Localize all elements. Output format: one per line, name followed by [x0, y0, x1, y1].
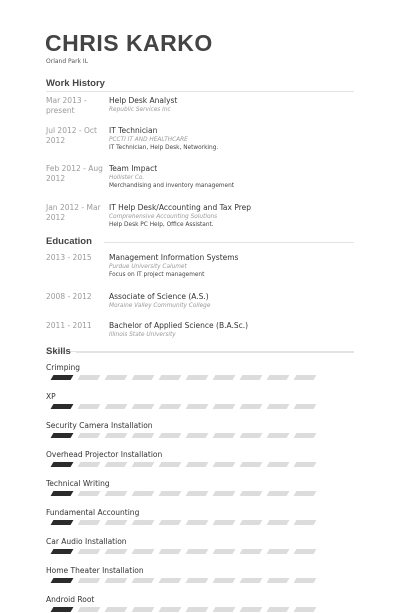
skill-level-bar	[46, 404, 336, 410]
entry-organization: Illinois State University	[109, 332, 176, 338]
skill-level-segment-empty	[186, 375, 209, 380]
skill-level-segment-empty	[105, 433, 128, 438]
entry-date: Mar 2013 - present	[46, 96, 87, 115]
skill-level-segment-empty	[132, 375, 155, 380]
skill-name: Overhead Projector Installation	[46, 450, 163, 459]
entry-details	[109, 292, 354, 310]
section-title-skills: Skills	[46, 346, 71, 357]
skill-level-segment-empty	[78, 433, 101, 438]
entry-title: IT Help Desk/Accounting and Tax Prep	[109, 203, 252, 212]
skill-level-segment-empty	[159, 491, 182, 496]
entry-description: Focus on IT project management	[109, 272, 205, 278]
section-divider	[104, 242, 354, 243]
skill-level-segment-empty	[186, 607, 209, 612]
skill-level-segment-empty	[78, 462, 101, 467]
skill-name: Car Audio Installation	[46, 537, 127, 546]
entry-date: 2011 - 2011	[46, 321, 92, 330]
skill-level-segment-empty	[132, 607, 155, 612]
skill-level-segment-empty	[213, 549, 236, 554]
skill-level-bar	[46, 549, 336, 555]
skill-level-segment-empty	[105, 549, 128, 554]
skill-level-segment-empty	[267, 607, 290, 612]
skill-level-segment-empty	[159, 404, 182, 409]
entry-title: Management Information Systems	[109, 253, 239, 262]
skill-name: Home Theater Installation	[46, 566, 144, 575]
skill-level-segment-empty	[159, 375, 182, 380]
entry-organization: Hollister Co.	[109, 175, 145, 181]
skill-level-segment-empty	[240, 578, 263, 583]
skill-level-segment-filled	[51, 491, 74, 496]
entry-date: 2013 - 2015	[46, 253, 92, 262]
section-title-education: Education	[46, 236, 92, 247]
skill-name: Crimping	[46, 363, 81, 372]
skill-level-segment-empty	[213, 607, 236, 612]
entry-organization: PCCTI IT AND HEALTHCARE	[109, 137, 188, 143]
skill-level-segment-empty	[294, 607, 317, 612]
skill-level-segment-empty	[105, 404, 128, 409]
skill-level-segment-filled	[51, 607, 74, 612]
entry-date: Feb 2012 - Aug 2012	[46, 164, 103, 183]
entry-title: IT Technician	[109, 126, 158, 135]
entry-description: Merchandising and inventory management	[109, 183, 235, 189]
skill-level-segment-empty	[132, 549, 155, 554]
candidate-name: CHRIS KARKO	[45, 30, 213, 56]
entry-details	[109, 126, 354, 153]
skill-level-segment-empty	[186, 520, 209, 525]
entry-details	[109, 203, 354, 230]
skill-level-segment-empty	[105, 375, 128, 380]
skill-level-bar	[46, 607, 336, 613]
entry-title: Help Desk Analyst	[109, 96, 178, 105]
skill-level-segment-empty	[105, 607, 128, 612]
skill-level-segment-empty	[186, 549, 209, 554]
skill-level-segment-empty	[267, 462, 290, 467]
entry-organization: Republic Services Inc	[109, 107, 171, 113]
entry-details	[109, 164, 354, 191]
entry-details	[109, 253, 354, 280]
skill-level-segment-empty	[294, 578, 317, 583]
skill-level-segment-empty	[132, 462, 155, 467]
skill-level-segment-empty	[267, 520, 290, 525]
skill-item	[46, 363, 336, 381]
skill-level-segment-empty	[267, 375, 290, 380]
skill-level-segment-empty	[213, 404, 236, 409]
skill-level-segment-empty	[159, 578, 182, 583]
skill-level-segment-empty	[132, 578, 155, 583]
skill-level-segment-empty	[78, 404, 101, 409]
skill-level-segment-empty	[159, 520, 182, 525]
skill-level-segment-empty	[240, 607, 263, 612]
skill-level-segment-empty	[294, 433, 317, 438]
section-title-work-history: Work History	[46, 78, 105, 89]
skill-item	[46, 508, 336, 526]
skill-level-segment-empty	[186, 578, 209, 583]
skill-level-segment-empty	[186, 491, 209, 496]
skill-level-segment-empty	[267, 404, 290, 409]
entry-date: Jan 2012 - Mar 2012	[46, 203, 101, 222]
skill-level-segment-empty	[159, 549, 182, 554]
entry-title: Team Impact	[109, 164, 158, 173]
skill-level-segment-empty	[186, 433, 209, 438]
skill-level-segment-empty	[105, 491, 128, 496]
entry-title: Associate of Science (A.S.)	[109, 292, 209, 301]
skill-level-segment-empty	[294, 520, 317, 525]
skill-level-segment-empty	[159, 462, 182, 467]
skill-level-segment-empty	[186, 462, 209, 467]
skill-level-segment-empty	[132, 491, 155, 496]
skill-level-segment-empty	[78, 578, 101, 583]
skill-level-segment-empty	[267, 491, 290, 496]
entry-organization: Purdue University Calumet	[109, 264, 187, 270]
skill-level-segment-empty	[240, 462, 263, 467]
skill-level-segment-empty	[78, 520, 101, 525]
skill-name: Security Camera Installation	[46, 421, 153, 430]
skill-level-segment-empty	[294, 375, 317, 380]
skill-name: Android Root	[46, 595, 95, 604]
skill-level-segment-empty	[240, 404, 263, 409]
section-divider	[76, 352, 354, 353]
skill-level-segment-filled	[51, 462, 74, 467]
skill-level-segment-empty	[159, 433, 182, 438]
skill-name: Fundamental Accounting	[46, 508, 140, 517]
skill-name: XP	[46, 392, 56, 401]
skill-level-segment-empty	[240, 549, 263, 554]
skill-level-segment-empty	[213, 520, 236, 525]
skill-level-segment-empty	[240, 491, 263, 496]
entry-date: Jul 2012 - Oct 2012	[46, 126, 97, 145]
skill-level-segment-empty	[267, 578, 290, 583]
skill-level-segment-empty	[240, 433, 263, 438]
skill-level-segment-empty	[132, 433, 155, 438]
skill-level-segment-empty	[294, 462, 317, 467]
skill-level-segment-empty	[213, 433, 236, 438]
skill-level-segment-filled	[51, 520, 74, 525]
skill-item	[46, 450, 336, 468]
skill-level-segment-empty	[240, 375, 263, 380]
entry-description: Help Desk PC Help, Office Assistant.	[109, 222, 214, 228]
entry-description: IT Technician, Help Desk, Networking.	[109, 145, 219, 151]
skill-name: Technical Writing	[46, 479, 110, 488]
skill-level-segment-empty	[213, 491, 236, 496]
skill-level-segment-filled	[51, 404, 74, 409]
skill-item	[46, 421, 336, 439]
skill-item	[46, 566, 336, 584]
skill-level-segment-empty	[186, 404, 209, 409]
entry-date: 2008 - 2012	[46, 292, 92, 301]
entry-organization: Comprehensive Accounting Solutions	[109, 214, 218, 220]
entry-details	[109, 321, 354, 339]
skill-level-segment-empty	[132, 520, 155, 525]
skill-level-segment-filled	[51, 375, 74, 380]
skill-level-segment-empty	[159, 607, 182, 612]
skill-level-bar	[46, 578, 336, 584]
skill-level-segment-empty	[294, 549, 317, 554]
section-divider	[46, 91, 354, 92]
skill-level-segment-empty	[267, 433, 290, 438]
skill-level-segment-empty	[213, 375, 236, 380]
skill-level-segment-empty	[78, 375, 101, 380]
skill-level-segment-empty	[78, 491, 101, 496]
skill-level-segment-empty	[267, 549, 290, 554]
skill-level-segment-filled	[51, 578, 74, 583]
skill-level-segment-empty	[105, 578, 128, 583]
entry-details	[109, 96, 354, 114]
skill-level-segment-empty	[213, 578, 236, 583]
entry-organization: Moraine Valley Community College	[109, 303, 211, 309]
skill-level-segment-empty	[294, 404, 317, 409]
skill-level-segment-empty	[105, 462, 128, 467]
skill-level-bar	[46, 433, 336, 439]
skill-level-segment-empty	[78, 549, 101, 554]
entry-title: Bachelor of Applied Science (B.A.Sc.)	[109, 321, 249, 330]
skill-level-bar	[46, 491, 336, 497]
skill-level-segment-empty	[132, 404, 155, 409]
skill-level-segment-empty	[105, 520, 128, 525]
candidate-location: Orland Park IL	[46, 58, 89, 65]
skill-level-segment-empty	[240, 520, 263, 525]
skill-level-segment-empty	[78, 607, 101, 612]
skill-level-bar	[46, 462, 336, 468]
skill-item	[46, 595, 336, 613]
skill-level-bar	[46, 375, 336, 381]
skill-item	[46, 537, 336, 555]
skill-level-bar	[46, 520, 336, 526]
skill-level-segment-filled	[51, 433, 74, 438]
skill-level-segment-empty	[294, 491, 317, 496]
skill-level-segment-filled	[51, 549, 74, 554]
skill-level-segment-empty	[213, 462, 236, 467]
skill-item	[46, 392, 336, 410]
skill-item	[46, 479, 336, 497]
